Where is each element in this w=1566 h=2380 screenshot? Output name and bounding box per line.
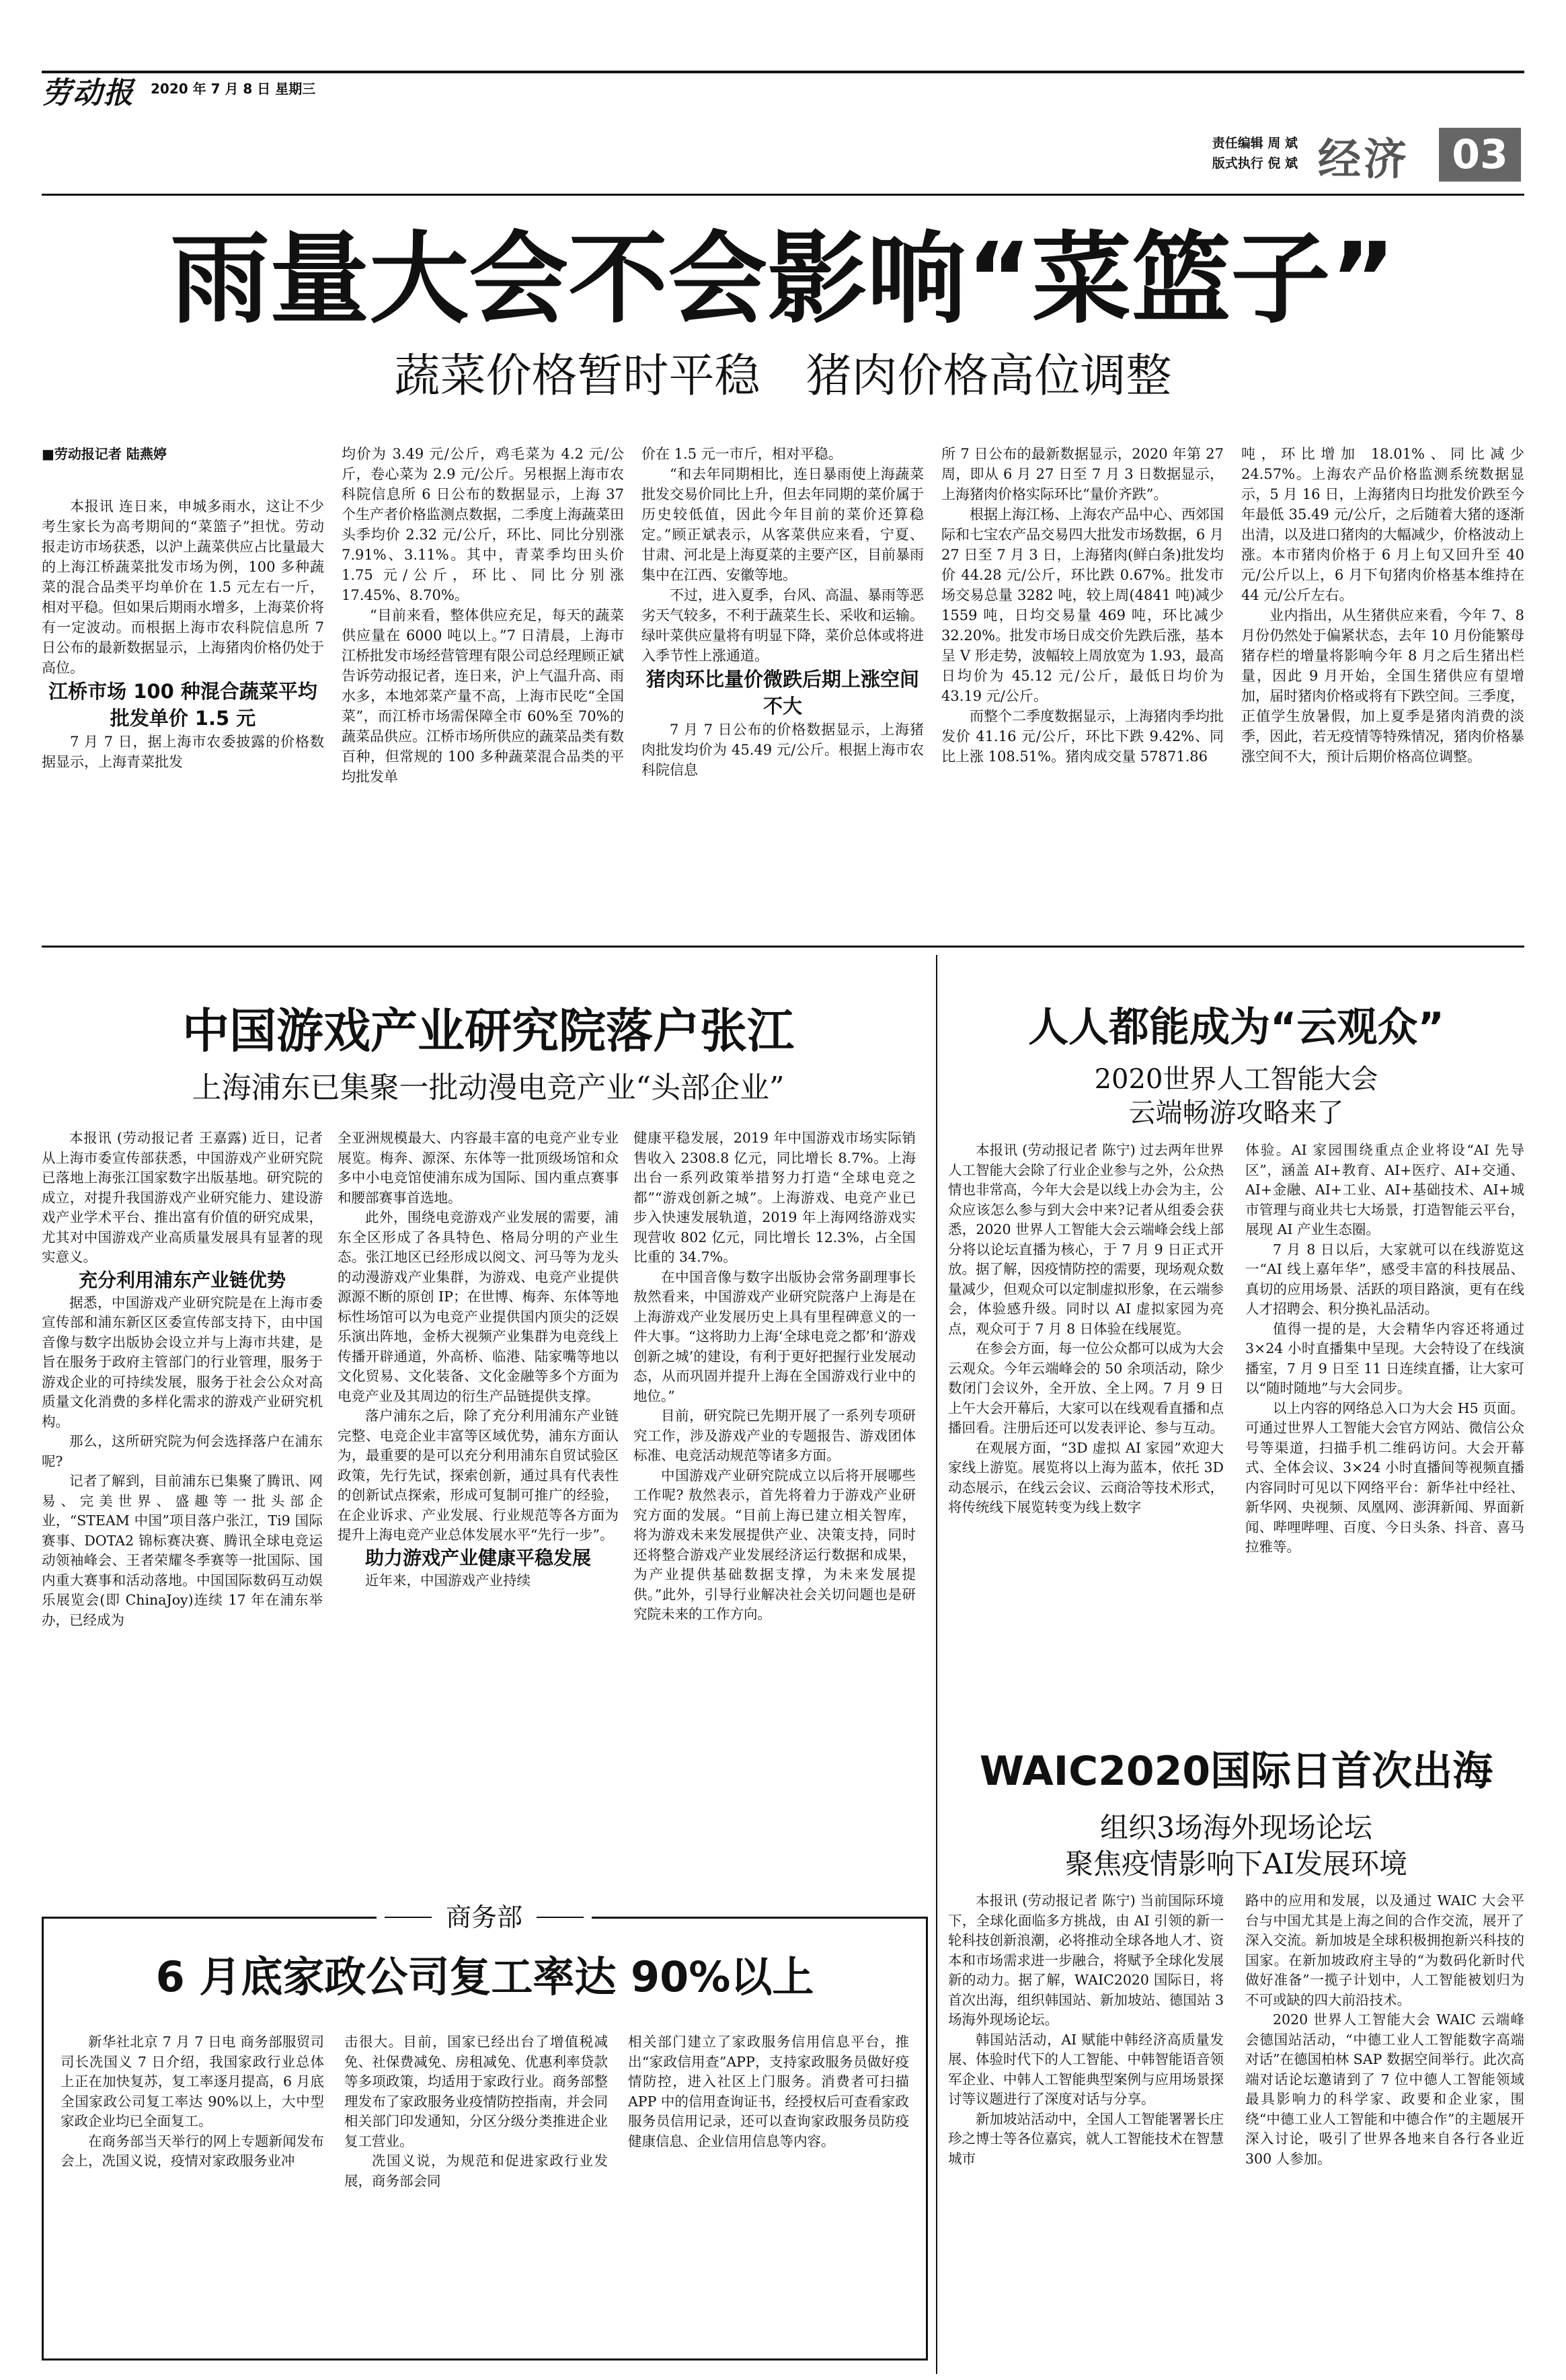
paragraph: 新华社北京 7 月 7 日电 商务部服贸司司长冼国义 7 日介绍，我国家政行业总体上正在加快复苏，复工率逐月提高，6 月底全国家政公司复工率达 90%以上，大中型家政企业均已全面复工。 [61,2034,324,2129]
paragraph: 7 月 7 日公布的价格数据显示，上海猪肉批发均价为 45.49 元/公斤。根据上海市农科院信息 [641,722,924,778]
paragraph: 目前，研究院已先期开展了一系列专项研究工作，涉及游戏产业的专题报告、游戏团体标准、电竞活动规范等诸多方面。 [633,1408,916,1463]
paragraph: 相关部门建立了家政服务信用信息平台，推出“家政信用查”APP，支持家政服务员做好疫情防控，进入社区上门服务。消费者可扫描 APP 中的信用查询证书，经授权后可查看家政服务员信用记录，还可以查询家政服务员防疫健康信息、企业信用信息等内容。 [628,2034,909,2149]
lead-column-5 [1241,444,1524,767]
paragraph: 此外，围绕电竞游戏产业发展的需要，浦东全区形成了各具特色、格局分明的产业生态。张江地区已经形成以阅文、河马等为龙头的动漫游戏产业集群，为游戏、电竞产业提供源源不断的原创 IP；在世博、梅奔、东体等地标性场馆可以为电竞产业提供国内顶尖的泛娱乐演出阵地，金桥大视频产业集群为电竞线上传播开辟通道，外高桥、临港、陆家嘴等地以文化贸易、文化装备、文化金融等多个方面为电竞产业及其周边的衍生产品链提供支撑。 [338,1209,619,1404]
paragraph: “和去年同期相比，连日暴雨使上海蔬菜批发交易价同比上升，但去年同期的菜价属于历史较低值，因此今年目前的菜价还算稳定。”顾正斌表示，从客菜供应来看，宁夏、甘肃、河北是上海夏菜的主要产区，目前暴雨集中在江西、安徽等地。 [641,466,924,583]
paragraph: 健康平稳发展，2019 年中国游戏市场实际销售收入 2308.8 亿元，同比增长 8.7%。上海出台一系列政策举措努力打造“全球电竞之都”“游戏创新之城”。上海游戏、电竞产业已步入快速发展轨道，2019 年上海网络游戏实现营收 802 亿元，同比增长 12.3%，占全国比重的 34.7%。 [633,1130,916,1265]
paragraph: 吨，环比增加 18.01%、同比减少 24.57%。上海农产品价格监测系统数据显示，5 月 16 日，上海猪肉日均批发价跌至今年最低 35.49 元/公斤，之后随着大猪的逐渐出清，以及进口猪肉的大幅减少，价格波动上涨。本市猪肉价格于 6 月上旬又回升至 40 元/公斤以上，6 月下旬猪肉价格基本维持在 44 元/公斤左右。 [1241,446,1524,603]
paragraph: 新加坡站活动中，全国人工智能署署长庄珍之博士等各位嘉宾，就人工智能技术在智慧城市 [948,2110,1224,2167]
home-column-3 [628,2032,909,2151]
paragraph: 本报讯 (劳动报记者 王嘉露) 近日，记者从上海市委宣传部获悉，中国游戏产业研究院已落地上海张江国家数字出版基地。研究院的成立，对提升我国游戏产业研究能力、建设游戏产业学术平台、推出富有价值的研究成果，尤其对中国游戏产业高质量发展具有显著的现实意义。 [42,1130,323,1265]
paragraph: 7 月 7 日，据上海市农委披露的价格数据显示，上海青菜批发 [42,734,324,770]
game-subhead-2: 助力游戏产业健康平稳发展 [364,1546,591,1569]
kicker-left-ornament-icon [385,1917,432,1918]
paragraph: 据悉，中国游戏产业研究院是在上海市委宣传部和浦东新区区委宣传部支持下，由中国音像与数字出版协会设立并与上海市共建，是旨在服务于政府主管部门的行业管理，服务于游戏企业的可持续发展，服务于社会公众对高质量文化消费的多样化需求的游戏产业研究机构。 [42,1294,323,1430]
paragraph: 价在 1.5 元一市斤，相对平稳。 [641,446,843,462]
paragraph: 在参会方面，每一位公众都可以成为大会云观众。今年云端峰会的 50 余项活动，除少数闭门会议外，全开放、全上网。7 月 9 日上午大会开幕后，大家可以在线观看直播和点播回看。注册后还可以发表评论、参与互动。 [948,1340,1224,1436]
paragraph: 韩国站活动，AI 赋能中韩经济高质量发展、体验时代下的人工智能、中韩智能语音领军企业、中韩人工智能典型案例与应用场景探讨等议题进行了深度对话与分享。 [948,2031,1224,2107]
paragraph: 而整个二季度数据显示，上海猪肉季均批发价 41.16 元/公斤，环比下跌 9.42%、同比上涨 108.51%。猪肉成交量 57871.86 [941,708,1224,765]
paragraph: 记者了解到，目前浦东已集聚了腾讯、网易、完美世界、盛趣等一批头部企业，“STEAM 中国”项目落户张江，Ti9 国际赛事、DOTA2 锦标赛决赛、腾讯全球电竞运动领袖峰会、王者荣耀冬季赛等一批国际、国内重大赛事和活动落地。中国国际数码互动娱乐展览会(即 ChinaJoy)连续 17 年在浦东举办，已经成为 [42,1473,323,1628]
lead-column-2 [342,444,624,787]
lead-deck: 蔬菜价格暂时平稳 猪肉价格高位调整 [394,350,1172,403]
paragraph: 在商务部当天举行的网上专题新闻发布会上，冼国义说，疫情对家政服务业冲 [61,2133,324,2169]
game-column-1 [42,1128,323,1630]
page-number-box [1439,128,1521,182]
ai-column-1 [948,1141,1224,1518]
paragraph: “目前来看，整体供应充足，每天的蔬菜供应量在 6000 吨以上。”7 日清晨，上海市江桥批发市场经营管理有限公司总经理顾正斌告诉劳动报记者，连日来，沪上气温升高、雨水多，本地郊菜产量不高，上海市民吃“全国菜”，而江桥市场需保障全市 60%至 70%的蔬菜品供应。江桥市场所供应的蔬菜品类有数百种，但常规的 100 多种蔬菜混合品类的平均批发单 [342,607,624,785]
paragraph: 本报讯 连日来，申城多雨水，这让不少考生家长为高考期间的“菜篮子”担忧。劳动报走访市场获悉，以沪上蔬菜供应占比量最大的上海江桥蔬菜批发市场为例，100 多种蔬菜的混合品类平均单价在 1.5 元左右一斤，相对平稳。但如果后期雨水增多，上海菜价将有一定波动。而根据上海市农科院信息所 7 日公布的最新数据显示，上海猪肉价格仍处于高位。 [42,498,324,676]
home-kicker: 商务部 [445,1903,522,1932]
waic-column-1 [948,1891,1224,2169]
paragraph: 击很大。目前，国家已经出台了增值税减免、社保费减免、房租减免、优惠利率贷款等多项政策，均适用于家政行业。商务部整理发布了家政服务业疫情防控指南，并会同相关部门印发通知，分区分级分类推进企业复工营业。 [344,2034,608,2149]
paragraph: 本报讯 (劳动报记者 陈宁) 当前国际环境下，全球化面临多方挑战，由 AI 引领的新一轮科技创新浪潮，必将推动全球各地人才、资本和市场需求进一步融合，将赋予全球化发展新的动力。据了解，WAIC2020 国际日，将首次出海，组织韩国站、新加坡站、德国站 3 场海外现场论坛。 [948,1892,1224,2028]
lead-byline: ■劳动报记者 陆燕婷 [42,446,167,462]
paragraph: 落户浦东之后，除了充分利用浦东产业链完整、电竞企业丰富等区域优势，浦东方面认为，最重要的是可以充分利用浦东自贸试验区政策，先行先试，探索创新，通过具有代表性的创新试点探索，形成可复制可推广的经验，在企业诉求、产业发展、行业规范等各方面为提升上海电竞产业总体发展水平“先行一步”。 [338,1408,619,1543]
game-headline: 中国游戏产业研究院落户张江 [182,1003,794,1059]
paragraph: 7 月 8 日以后，大家就可以在线游览这一“AI 线上嘉年华”，感受丰富的科技展品、真切的应用场景、活跃的项目路演，更有在线人才招聘会、积分换礼品活动。 [1245,1241,1524,1317]
lead-subhead-2: 猪肉环比量价微跌后期上涨空间不大 [645,668,919,718]
paragraph: 不过，进入夏季，台风、高温、暴雨等恶劣天气较多，不利于蔬菜生长、采收和运输。绿叶菜供应量将有明显下降，菜价总体或将进入季节性上涨通道。 [641,587,924,664]
home-headline: 6 月底家政公司复工率达 90%以上 [155,1952,814,2001]
paragraph: 路中的应用和发展，以及通过 WAIC 大会平台与中国尤其是上海之间的合作交流，展开了深入交流。新加坡是全球积极拥抱新兴科技的国家。在新加坡政府主导的“为数码化新时代做好准备”一揽子计划中，人工智能被划归为不可或缺的四大前沿技术。 [1245,1892,1524,2008]
lead-headline: 雨量大会不会影响“菜篮子” [170,221,1396,337]
waic-column-2 [1245,1891,1524,2169]
home-column-1 [61,2032,324,2172]
paragraph: 那么，这所研究院为何会选择落户在浦东呢? [42,1433,323,1469]
ai-column-2 [1245,1141,1524,1558]
game-column-2 [338,1128,619,1590]
paragraph: 所 7 日公布的最新数据显示，2020 年第 27 周，即从 6 月 27 日至 7 月 3 日数据显示，上海猪肉价格实际环比“量价齐跌”。 [941,446,1224,502]
lead-column-1 [42,444,324,772]
paragraph: 本报讯 (劳动报记者 陈宁) 过去两年世界人工智能大会除了行业企业参与之外，公众热情也非常高，今年大会是以线上办会为主，公众应该怎么参与到大会中来?记者从组委会获悉，2020 世界人工智能大会云端峰会线上部分将以论坛直播为核心，于 7 月 9 日正式开放。据了解，因疫情防控的需要，现场观众数量减少，但观众可以定制虚拟形象，在云端参会，体验感升级。同时以 AI 虚拟家园为亮点，观众可于 7 月 8 日体验在线展览。 [948,1142,1224,1337]
game-deck: 上海浦东已集聚一批动漫电竞产业“头部企业” [192,1071,785,1105]
editor-line: 责任编辑 周 斌 [1212,136,1298,151]
issue-date: 2020 年 7 月 8 日 星期三 [151,81,316,97]
waic-deck-2: 聚焦疫情影响下AI发展环境 [1065,1847,1407,1880]
ai-deck-2: 云端畅游攻略来了 [1128,1098,1344,1128]
home-kicker-wrap [377,1901,592,1934]
section-name: 经济 [1318,135,1409,185]
game-column-3 [633,1128,916,1625]
paragraph: 在观展方面，“3D 虚拟 AI 家园”欢迎大家线上游览。展览将以上海为蓝本，依托 3D 动态展示，在线云会议、云商洽等技术形式，将传统线下展览转变为线上数字 [948,1439,1224,1515]
paragraph: 全亚洲规模最大、内容最丰富的电竞产业专业展览。梅奔、源深、东体等一批顶级场馆和众多中小电竞馆使浦东成为国际、国内重点赛事和腰部赛事首选地。 [338,1130,619,1206]
kicker-right-ornament-icon [537,1917,584,1918]
lead-subhead-1: 江桥市场 100 种混合蔬菜平均批发单价 1.5 元 [48,680,317,730]
lead-column-4 [941,444,1224,767]
paragraph: 值得一提的是，大会精华内容还将通过 3×24 小时直播集中呈现。大会特设了在线演播室，7 月 9 日至 11 日连续直播，让大家可以“随时随地”与大会同步。 [1245,1320,1524,1396]
paragraph: 2020 世界人工智能大会 WAIC 云端峰会德国站活动，“中德工业人工智能数字高端对话”在德国柏林 SAP 数据空间举行。此次高端对话论坛邀请到了 7 位中德人工智能领域最具影响力的科学家、政要和企业家，围绕“中德工业人工智能和中德合作”的主题展开深入讨论，吸引了世界各地来自各行各业近 300 人参加。 [1245,2011,1524,2167]
game-column-divider [936,955,937,2374]
paragraph: 近年来，中国游戏产业持续 [365,1572,531,1588]
ai-headline: 人人都能成为“云观众” [1028,1004,1444,1051]
paragraph: 体验。AI 家园围绕重点企业将设“AI 先导区”，涵盖 AI+教育、AI+医疗、AI+交通、AI+金融、AI+工业、AI+基础技术、AI+城市管理与商业共七大场景，打造智能云平台，展现 AI 产业生态圈。 [1245,1142,1524,1237]
lead-column-3 [641,444,924,780]
home-column-2 [344,2032,608,2191]
paragraph: 业内指出，从生猪供应来看，今年 7、8 月份仍然处于偏紧状态，去年 10 月份能繁母猪存栏的增量将影响今年 8 月之后生猪出栏量，因此 9 月开始，全国生猪供应有望增加，届时猪肉价格或将有下跌空间。三季度，正值学生放暑假，加上夏季是猪肉消费的淡季，因此，若无疫情等特殊情况，猪肉价格暴涨空间不大，预计后期价格高位调整。 [1241,607,1524,765]
masthead-rule [42,71,1524,73]
paragraph: 在中国音像与数字出版协会常务副理事长敖然看来，中国游戏产业研究院落户上海是在上海游戏产业发展历史上具有里程碑意义的一件大事。“这将助力上海‘全球电竞之都’和‘游戏创新之城’的建设，有利于更好把握行业发展动态，从而巩固并提升上海在全国游戏行业中的地位。” [633,1268,916,1404]
ai-deck-1: 2020世界人工智能大会 [1094,1064,1378,1095]
paragraph: 根据上海江杨、上海农产品中心、西郊国际和七宝农产品交易四大批发市场数据，6 月 27 日至 7 月 3 日，上海猪肉(鲜白条)批发均价 44.28 元/公斤，环比跌 0.67%。批发市场交易总量 3282 吨，较上周(4841 吨)减少 1559 吨，日均交易量 469 吨，环比减少 32.20%。批发市场日成交价先跌后涨，基本呈 V 形走势，波幅较上周放宽为 1.93，最高日均价为 45.12 元/公斤，最低日均价为 43.19 元/公斤。 [941,506,1224,704]
waic-headline: WAIC2020国际日首次出海 [979,1748,1493,1795]
paragraph: 以上内容的网络总入口为大会 H5 页面。可通过世界人工智能大会官方网站、微信公众号等渠道，扫描手机二维码访问。大会开幕式、全体会议、3×24 小时直播间等视频直播内容同时可见以下网络平台：新华社中经社、新华网、央视频、凤凰网、澎湃新闻、界面新闻、哔哩哔哩、百度、今日头条、抖音、喜马拉雅等。 [1245,1399,1524,1555]
lead-bottom-rule [42,946,1524,948]
waic-deck-1: 组织3场海外现场论坛 [1100,1811,1372,1844]
paragraph: 冼国义说，为规范和促进家政行业发展，商务部会同 [344,2153,608,2189]
newspaper-logo: 劳动报 [42,76,134,110]
game-subhead-1: 充分利用浦东产业链优势 [78,1268,286,1291]
paragraph: 均价为 3.49 元/公斤，鸡毛菜为 4.2 元/公斤，卷心菜为 2.9 元/公斤。另根据上海市农科院信息所 6 日公布的数据显示，上海 37 个生产者价格监测点数据，二季度上海蔬菜田头季均价 2.32 元/公斤，环比、同比分别涨 7.91%、3.11%。其中，青菜季均田头价 1.75 元/公斤，环比、同比分别涨 17.45%、8.70%。 [342,446,624,603]
layout-line: 版式执行 倪 斌 [1212,156,1298,171]
editor-credits [1143,133,1298,174]
header-rule [42,194,1524,196]
page-number: 03 [1452,131,1508,178]
paragraph: 中国游戏产业研究院成立以后将开展哪些工作呢? 敖然表示，首先将着力于游戏产业研究方面的发展。“目前上海已建立相关智库，将为游戏未来发展提供产业、决策支持，同时还将整合游戏产业发展经济运行数据和成果，为产业提供基础数据支撑，为未来发展提供。”此外，引导行业解决社会关切问题也是研究院未来的工作方向。 [633,1467,916,1622]
